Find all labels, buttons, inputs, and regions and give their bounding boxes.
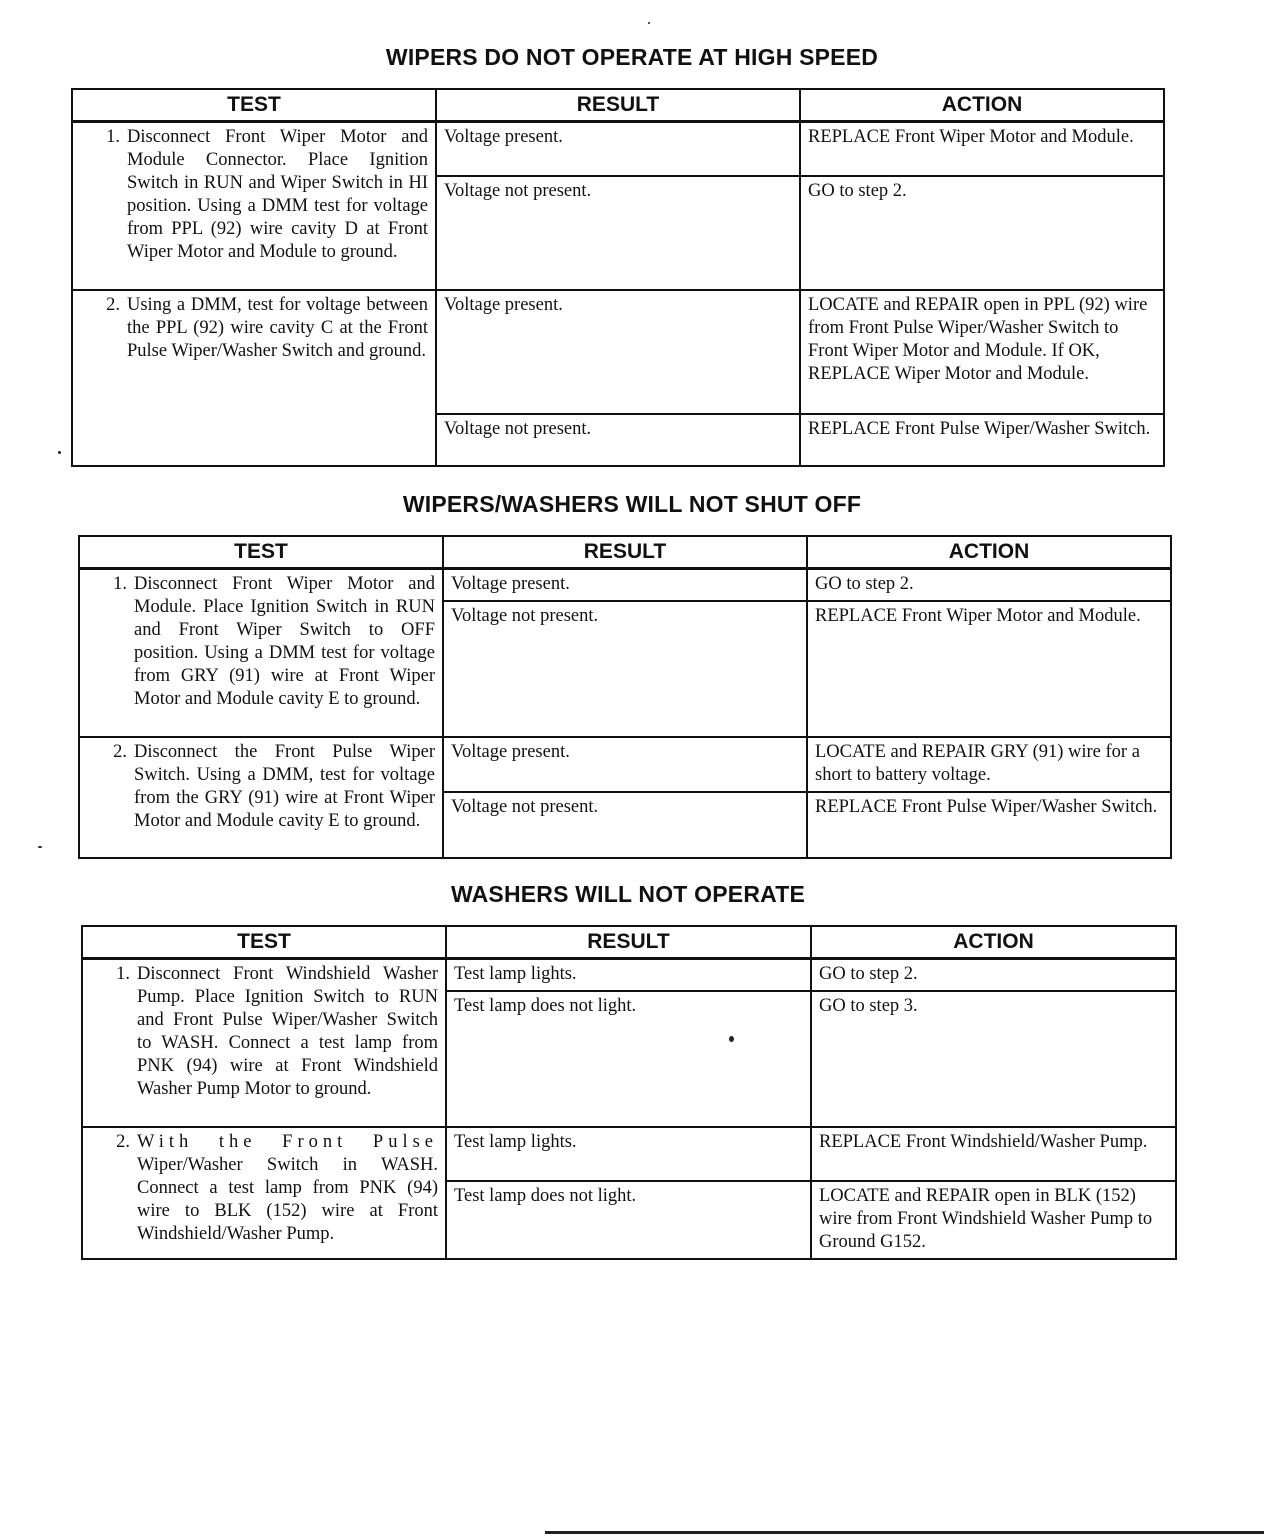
table-row: [82, 1127, 1176, 1181]
header-action: ACTION: [807, 536, 1171, 569]
step-number: 1.: [113, 574, 127, 594]
test-cell: [82, 1127, 446, 1259]
result-cell: Voltage not present.: [443, 792, 807, 858]
table-washers-will-not-operate: [81, 925, 1177, 1260]
test-text-rest: Wiper/Washer Switch in WASH. Connect a test lamp from PNK (94) wire to BLK (152) wire at Front Windshield/Washer Pump.: [137, 1155, 438, 1244]
action-cell: GO to step 3.: [811, 991, 1176, 1127]
section-title-high-speed: WIPERS DO NOT OPERATE AT HIGH SPEED: [385, 44, 879, 70]
action-cell: REPLACE Front Windshield/Washer Pump.: [811, 1127, 1176, 1181]
action-cell: LOCATE and REPAIR GRY (91) wire for a short to battery voltage.: [807, 737, 1171, 792]
scan-speck: [648, 22, 650, 24]
result-cell: Test lamp lights.: [446, 959, 811, 992]
header-action: ACTION: [800, 89, 1164, 122]
result-cell: Voltage present.: [436, 122, 800, 176]
test-cell: [82, 959, 446, 1128]
test-cell: [72, 122, 436, 290]
page-bottom-rule: [545, 1531, 1264, 1534]
action-cell: REPLACE Front Pulse Wiper/Washer Switch.: [807, 792, 1171, 858]
header-result: RESULT: [446, 926, 811, 959]
header-result: RESULT: [436, 89, 800, 122]
step-number: 2.: [113, 742, 127, 762]
action-cell: LOCATE and REPAIR open in PPL (92) wire from Front Pulse Wiper/Washer Switch to Front Wiper Motor and Module. If OK, REPLACE Wiper Motor and Module.: [800, 290, 1164, 414]
test-text: Disconnect Front Wiper Motor and Module Connector. Place Ignition Switch in RUN and Wiper Switch in HI position. Using a DMM test for voltage from PPL (92) wire cavity D at Front Wiper Motor and Module to ground.: [127, 127, 428, 262]
section-title-washers-will-not-operate: WASHERS WILL NOT OPERATE: [450, 881, 806, 907]
result-cell: Test lamp does not light.: [446, 1181, 811, 1259]
header-action: ACTION: [811, 926, 1176, 959]
action-cell: LOCATE and REPAIR open in BLK (152) wire from Front Windshield Washer Pump to Ground G152.: [811, 1181, 1176, 1259]
step-number: 1.: [106, 127, 120, 147]
section-title-will-not-shut-off: WIPERS/WASHERS WILL NOT SHUT OFF: [402, 491, 862, 517]
result-cell: Voltage present.: [443, 737, 807, 792]
test-text: Disconnect Front Wiper Motor and Module. Place Ignition Switch in RUN and Front Wiper Switch to OFF position. Using a DMM test for voltage from GRY (91) wire at Front Wiper Motor and Module cavity E to ground.: [134, 574, 435, 709]
header-result: RESULT: [443, 536, 807, 569]
scan-speck: [729, 1036, 734, 1042]
result-cell: Voltage present.: [436, 290, 800, 414]
step-number: 2.: [106, 294, 120, 315]
result-cell: Voltage present.: [443, 569, 807, 602]
table-row: [79, 737, 1171, 792]
action-cell: REPLACE Front Wiper Motor and Module.: [807, 601, 1171, 737]
test-text: Disconnect the Front Pulse Wiper Switch. Using a DMM, test for voltage from the GRY (91) wire at Front Wiper Motor and Module cavity E to ground.: [134, 742, 435, 831]
step-number: 1.: [116, 964, 130, 984]
table-row: [72, 290, 1164, 414]
action-cell: GO to step 2.: [800, 176, 1164, 290]
test-text: [137, 1131, 438, 1246]
result-cell: Test lamp does not light.: [446, 991, 811, 1127]
action-cell: REPLACE Front Pulse Wiper/Washer Switch.: [800, 414, 1164, 466]
header-test: TEST: [79, 536, 443, 569]
action-cell: GO to step 2.: [807, 569, 1171, 602]
header-test: TEST: [82, 926, 446, 959]
table-row: [82, 959, 1176, 992]
scan-speck: [38, 846, 42, 848]
step-number: 2.: [116, 1132, 130, 1152]
table-row: [72, 122, 1164, 176]
result-cell: Voltage not present.: [436, 414, 800, 466]
action-cell: REPLACE Front Wiper Motor and Module.: [800, 122, 1164, 176]
table-high-speed: [71, 88, 1165, 467]
test-text: Using a DMM, test for voltage between the PPL (92) wire cavity C at the Front Pulse Wiper/Washer Switch and ground.: [127, 294, 428, 361]
test-cell: [79, 569, 443, 738]
test-text-lead: With the Front Pulse: [137, 1132, 438, 1152]
test-text: Disconnect Front Windshield Washer Pump. Place Ignition Switch to RUN and Front Pulse Wiper/Washer Switch to WASH. Connect a test lamp from PNK (94) wire at Front Windshield Washer Pump Motor to ground.: [137, 964, 438, 1099]
table-will-not-shut-off: [78, 535, 1172, 859]
result-cell: Voltage not present.: [436, 176, 800, 290]
scan-speck: [58, 451, 61, 454]
table-row: [79, 569, 1171, 602]
result-cell: Voltage not present.: [443, 601, 807, 737]
test-cell: [72, 290, 436, 466]
result-cell: Test lamp lights.: [446, 1127, 811, 1181]
action-cell: GO to step 2.: [811, 959, 1176, 992]
test-cell: [79, 737, 443, 858]
header-test: TEST: [72, 89, 436, 122]
